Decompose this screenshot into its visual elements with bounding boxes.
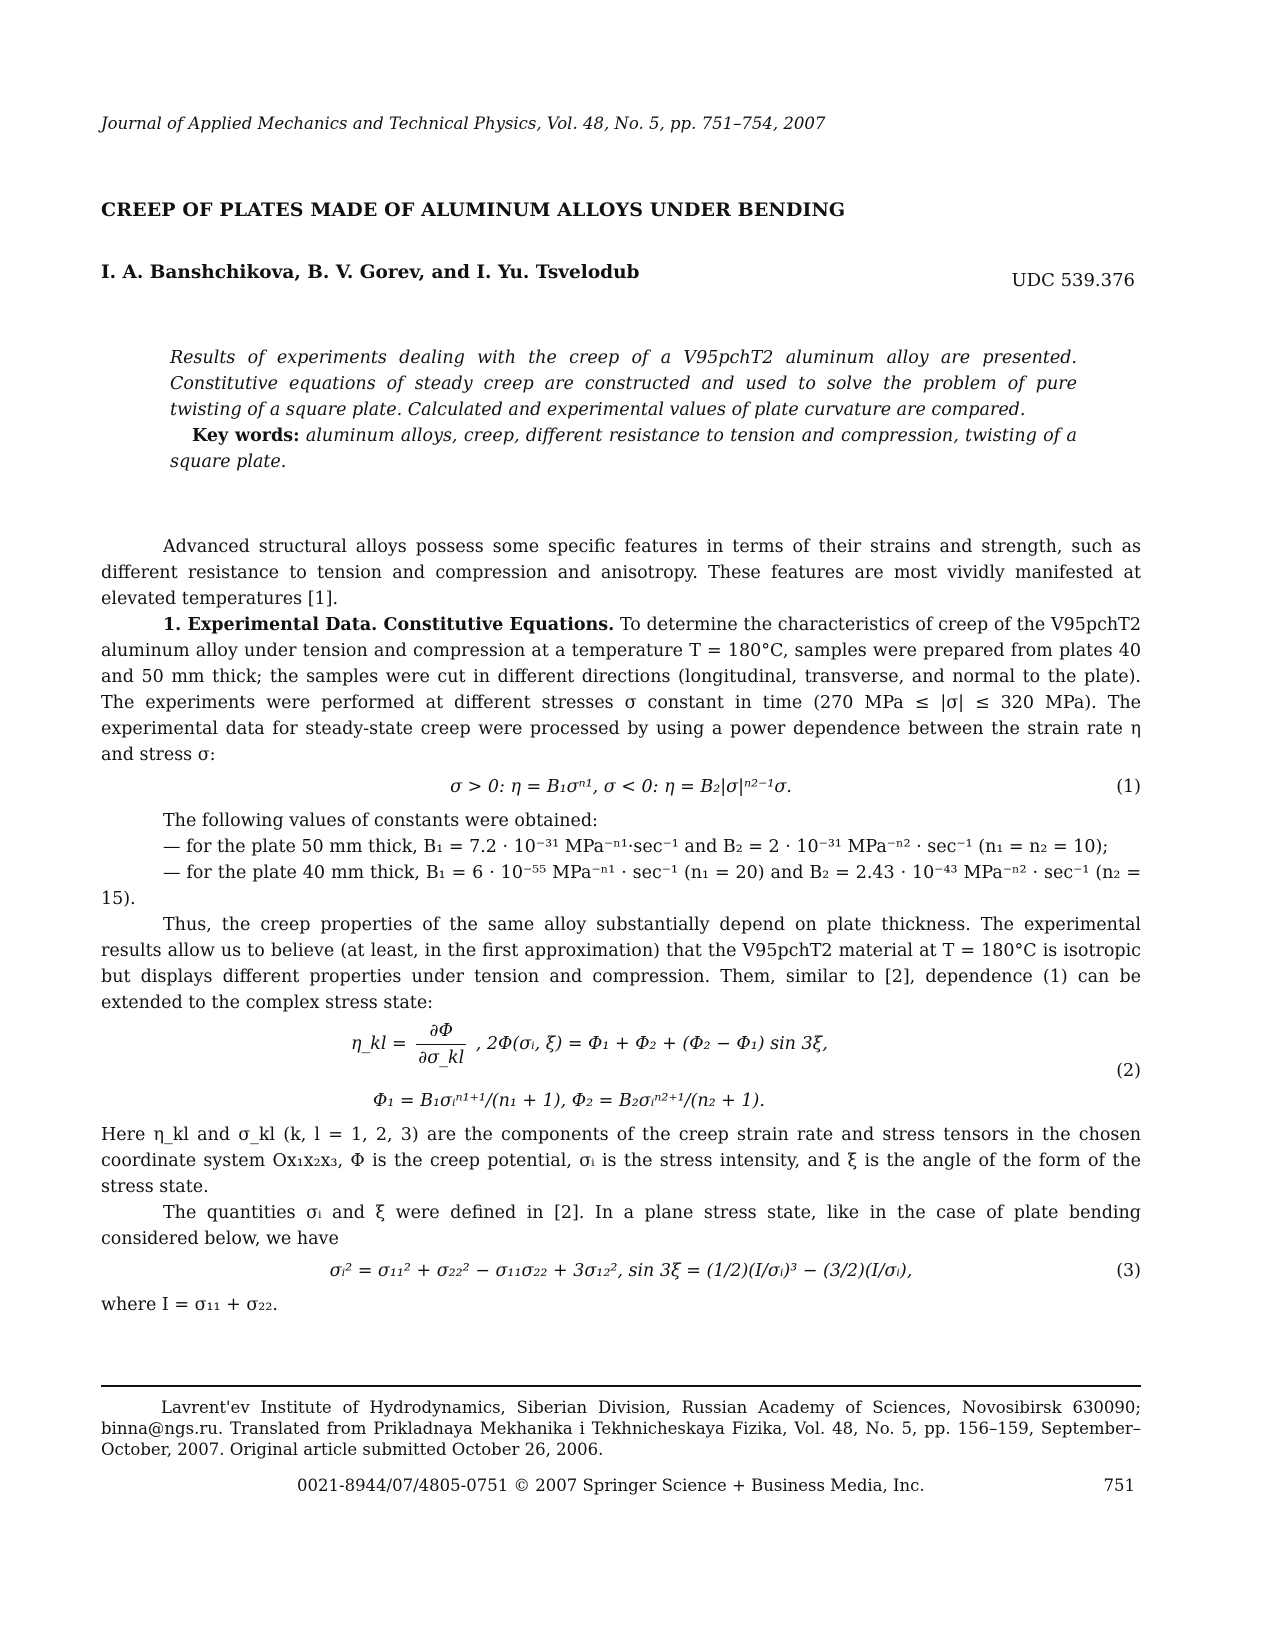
paragraph-quantities: The quantities σᵢ and ξ were defined in [2]. In a plane stress state, like in the case of plate bending considered below, we have	[101, 1203, 1141, 1249]
article-title: CREEP OF PLATES MADE OF ALUMINUM ALLOYS UNDER BENDING	[101, 199, 846, 221]
keywords-list: aluminum alloys, creep, different resistance to tension and compression, twisting of a square plate.	[170, 426, 1077, 472]
equation-3	[101, 1252, 1141, 1292]
paragraph-where: where I = σ₁₁ + σ₂₂.	[101, 1295, 278, 1315]
abstract-text: Results of experiments dealing with the creep of a V95pchT2 aluminum alloy are presented. Constitutive equations of steady creep are constructed and used to solve the problem of pure twisting of a square plate. Calculated and experimental values of plate curvature are compared.	[170, 348, 1077, 420]
equation-2-numerator: ∂Φ	[416, 1018, 466, 1045]
equation-1	[101, 768, 1141, 808]
equation-3-body: σᵢ² = σ₁₁² + σ₂₂² − σ₁₁σ₂₂ + 3σ₁₂², sin 3ξ = (1/2)(I/σᵢ)³ − (3/2)(I/σᵢ),	[329, 1261, 913, 1281]
keywords	[170, 423, 1077, 475]
paragraph-section1	[101, 612, 1141, 768]
copyright-line: 0021-8944/07/4805-0751 © 2007 Springer Science + Business Media, Inc.	[297, 1476, 925, 1495]
equation-2-denominator: ∂σ_kl	[418, 1048, 465, 1068]
paragraph-constants: The following values of constants were obtained:	[163, 811, 598, 831]
equation-2-line-2: Φ₁ = B₁σᵢⁿ¹⁺¹/(n₁ + 1), Φ₂ = B₂σᵢⁿ²⁺¹/(n₂ + 1).	[373, 1091, 765, 1111]
section-heading: 1. Experimental Data. Constitutive Equations.	[163, 615, 615, 635]
equation-1-number: (1)	[1116, 777, 1141, 797]
equation-2-line-1	[351, 1018, 828, 1071]
paragraph-plate-50: — for the plate 50 mm thick, B₁ = 7.2 · 10⁻³¹ MPa⁻ⁿ¹·sec⁻¹ and B₂ = 2 · 10⁻³¹ MPa⁻ⁿ² · sec⁻¹ (n₁ = n₂ = 10);	[163, 837, 1109, 857]
equation-2	[101, 1016, 1141, 1122]
equation-2-lhs: η_kl =	[351, 1034, 407, 1054]
abstract	[170, 345, 1077, 475]
equation-1-body: σ > 0: η = B₁σⁿ¹, σ < 0: η = B₂|σ|ⁿ²⁻¹σ.	[450, 777, 792, 797]
keywords-label: Key words:	[192, 426, 300, 446]
paragraph-intro: Advanced structural alloys possess some specific features in terms of their strains and strength, such as different resistance to tension and compression and anisotropy. These features are most vividly manifested at elevated temperatures [1].	[101, 537, 1141, 609]
article-body	[101, 534, 1141, 1318]
article-authors: I. A. Banshchikova, B. V. Gorev, and I. Yu. Tsvelodub	[101, 262, 640, 283]
equation-3-number: (3)	[1116, 1261, 1141, 1281]
page-number: 751	[1103, 1476, 1135, 1495]
paragraph-plate-40: — for the plate 40 mm thick, B₁ = 6 · 10⁻⁵⁵ MPa⁻ⁿ¹ · sec⁻¹ (n₁ = 20) and B₂ = 2.43 · 10⁻⁴³ MPa⁻ⁿ² · sec⁻¹ (n₂ = 15).	[101, 863, 1141, 909]
equation-2-rest: , 2Φ(σᵢ, ξ) = Φ₁ + Φ₂ + (Φ₂ − Φ₁) sin 3ξ,	[475, 1034, 828, 1054]
equation-2-fraction	[416, 1018, 466, 1071]
section1-text: To determine the characteristics of creep of the V95pchT2 aluminum alloy under tension and compression at a temperature T = 180°C, samples were prepared from plates 40 and 50 mm thick; the samples were cut in different directions (longitudinal, transverse, and normal to the plate). The experiments were performed at different stresses σ constant in time (270 MPa ≤ |σ| ≤ 320 MPa). The experimental data for steady-state creep were processed by using a power dependence between the strain rate η and stress σ:	[101, 615, 1141, 765]
udc-code: UDC 539.376	[1011, 270, 1135, 291]
journal-header: Journal of Applied Mechanics and Technical Physics, Vol. 48, No. 5, pp. 751–754, 2007	[101, 114, 826, 133]
footnote: Lavrent'ev Institute of Hydrodynamics, Siberian Division, Russian Academy of Sciences, Novosibirsk 630090; binna@ngs.ru. Translated from Prikladnaya Mekhanika i Tekhnicheskaya Fizika, Vol. 48, No. 5, pp. 156–159, September–October, 2007. Original article submitted October 26, 2006.	[101, 1398, 1141, 1459]
paragraph-here: Here η_kl and σ_kl (k, l = 1, 2, 3) are the components of the creep strain rate and stress tensors in the chosen coordinate system Ox₁x₂x₃, Φ is the creep potential, σᵢ is the stress intensity, and ξ is the angle of the form of the stress state.	[101, 1125, 1141, 1197]
footnote-divider	[101, 1385, 1141, 1387]
equation-2-number: (2)	[1116, 1061, 1141, 1081]
paragraph-thus: Thus, the creep properties of the same alloy substantially depend on plate thickness. The experimental results allow us to believe (at least, in the first approximation) that the V95pchT2 material at T = 180°C is isotropic but displays different properties under tension and compression. Them, similar to [2], dependence (1) can be extended to the complex stress state:	[101, 915, 1141, 1013]
